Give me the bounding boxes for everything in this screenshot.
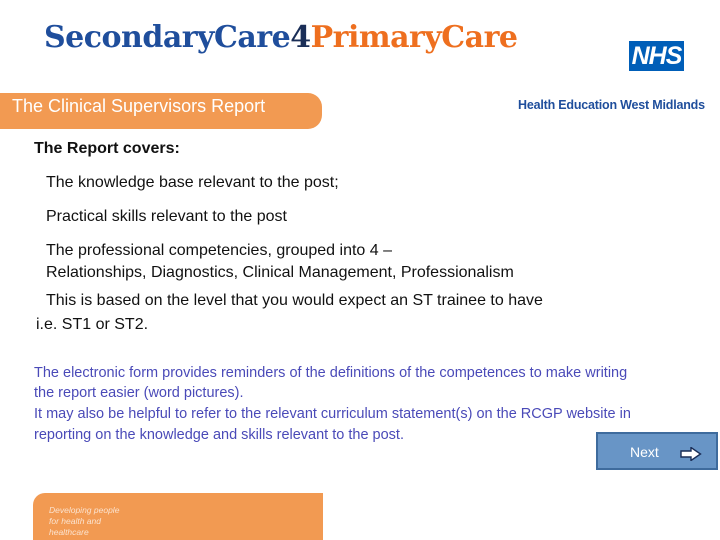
info-paragraph-line: It may also be helpful to refer to the relevant curriculum statement(s) on the RCGP website in	[34, 406, 631, 422]
list-item: The knowledge base relevant to the post;	[46, 174, 339, 191]
tagline-line: Developing people	[49, 505, 120, 515]
next-button[interactable]	[596, 432, 718, 470]
list-item: The professional competencies, grouped into 4 –	[46, 242, 392, 259]
title-part-four: 4	[290, 20, 311, 55]
info-paragraph-line: The electronic form provides reminders of the definitions of the competences to make writing	[34, 365, 628, 381]
title-part-primary: PrimaryCare	[310, 20, 518, 55]
nhs-logo: NHS	[629, 41, 684, 71]
tagline-line: for health and	[49, 516, 101, 526]
page-title	[44, 20, 517, 55]
section-banner-title: The Clinical Supervisors Report	[12, 96, 266, 116]
footer-tagline	[49, 505, 179, 538]
tagline-line: healthcare	[49, 527, 89, 537]
next-button-label: Next	[630, 444, 659, 460]
arrow-right-icon	[680, 447, 702, 466]
info-paragraph-line: the report easier (word pictures).	[34, 385, 244, 401]
title-part-secondary: SecondaryCare	[44, 20, 291, 55]
report-covers-heading: The Report covers:	[34, 140, 180, 157]
list-item: This is based on the level that you would expect an ST trainee to have	[46, 292, 543, 309]
info-paragraph-line: reporting on the knowledge and skills relevant to the post.	[34, 427, 404, 443]
list-item: i.e. ST1 or ST2.	[36, 316, 149, 333]
org-name: Health Education West Midlands	[518, 98, 705, 112]
list-item: Relationships, Diagnostics, Clinical Management, Professionalism	[46, 264, 514, 281]
list-item: Practical skills relevant to the post	[46, 208, 287, 225]
footer-bar	[33, 493, 323, 540]
